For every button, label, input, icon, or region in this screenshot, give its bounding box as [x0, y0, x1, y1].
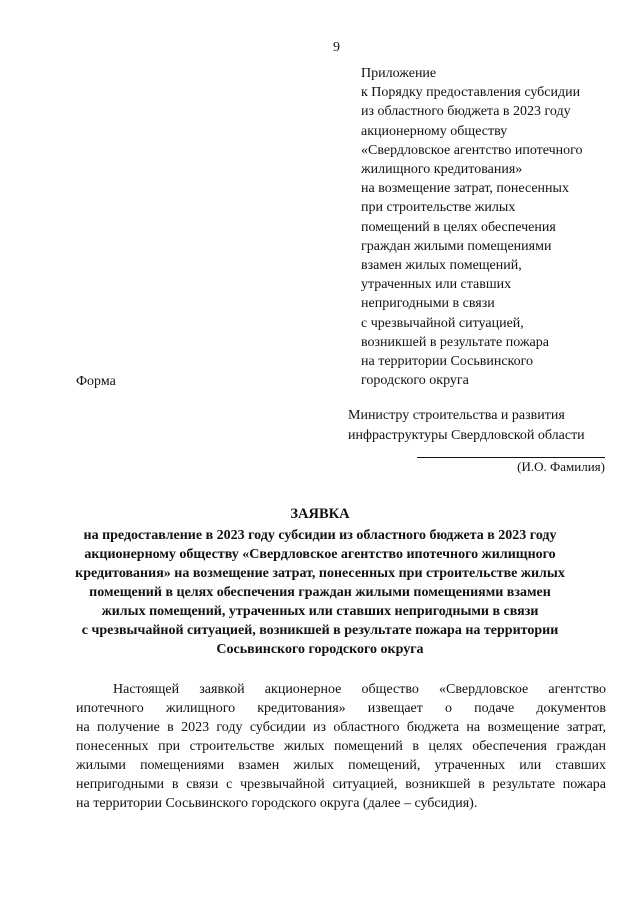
addressee-line: инфраструктуры Свердловской области [348, 428, 585, 443]
subtitle-line: акционерному обществу «Свердловское агентство ипотечного жилищного [84, 547, 556, 562]
subtitle-line: помещений в целях обеспечения граждан жилыми помещениями взамен [89, 585, 551, 600]
appendix-line: жилищного кредитования» [361, 162, 523, 178]
appendix-line: акционерному обществу [361, 123, 508, 139]
appendix-line: городского округа [361, 373, 469, 389]
appendix-line: Приложение [361, 66, 437, 81]
subtitle-line: Сосьвинского городского округа [216, 642, 424, 657]
body-line: Настоящей заявкой акционерное общество «Свердловское агентство [113, 682, 606, 697]
appendix-line: на территории Сосьвинского [361, 354, 534, 370]
appendix-line: к Порядку предоставления субсидии [361, 85, 581, 101]
appendix-line: при строительстве жилых [361, 200, 516, 216]
subtitle-line: с чрезвычайной ситуацией, возникшей в результате пожара на территории [81, 623, 559, 638]
subtitle-line: жилых помещений, утраченных или ставших непригодными в связи [101, 604, 539, 619]
appendix-line: «Свердловское агентство ипотечного [361, 142, 583, 158]
appendix-line: взамен жилых помещений, [361, 258, 522, 274]
addressee-line: Министру строительства и развития [348, 408, 565, 423]
subtitle-line: кредитования» на возмещение затрат, понесенных при строительстве жилых [75, 566, 565, 581]
body-line: на территории Сосьвинского городского округа (далее – субсидия). [76, 796, 478, 811]
form-label: Форма [76, 374, 116, 389]
appendix-line: из областного бюджета в 2023 году [361, 104, 571, 120]
appendix-line: помещений в целях обеспечения [361, 219, 556, 235]
body-line: ипотечного жилищного кредитования» извещает о подаче документов [76, 701, 606, 716]
body-line: понесенных при строительстве жилых помещений в целях обеспечения граждан [76, 739, 606, 754]
appendix-line: возникшей в результате пожара [361, 334, 549, 350]
signature-caption: (И.О. Фамилия) [517, 459, 605, 474]
body-line: на получение в 2023 году субсидии из областного бюджета на возмещение затрат, [76, 720, 606, 735]
appendix-line: граждан жилыми помещениями [361, 238, 552, 254]
appendix-block [361, 64, 631, 390]
appendix-line: утраченных или ставших [361, 277, 512, 293]
subtitle-line: на предоставление в 2023 году субсидии из областного бюджета в 2023 году [83, 528, 557, 543]
body-line: жилыми помещениями взамен жилых помещений, утраченных или ставших [76, 758, 606, 773]
appendix-line: непригодными в связи [361, 296, 495, 312]
addressee-block [348, 406, 585, 446]
page-number: 9 [333, 40, 340, 55]
appendix-line: на возмещение затрат, понесенных [361, 181, 569, 197]
document-subtitle [60, 526, 580, 659]
signature-line [417, 457, 605, 458]
body-line: непригодными в связи с чрезвычайной ситуацией, возникшей в результате пожара [76, 777, 606, 792]
document-title: ЗАЯВКА [290, 506, 350, 522]
appendix-line: с чрезвычайной ситуацией, [361, 315, 524, 331]
body-paragraph [76, 680, 606, 813]
